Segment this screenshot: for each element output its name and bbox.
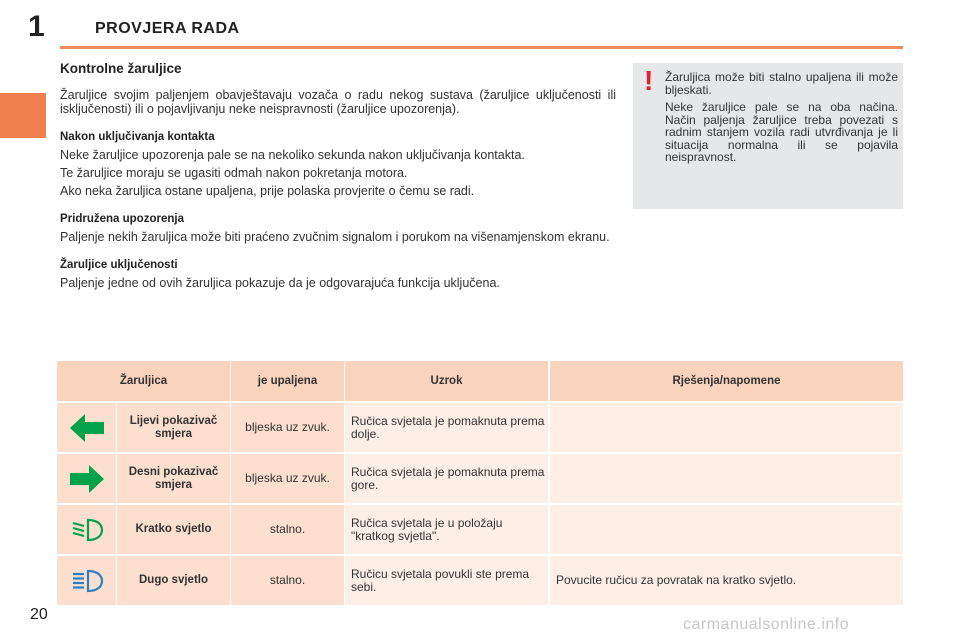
left-arrow-icon [69,413,105,443]
table-row [57,556,903,605]
lamp-name: Lijevi pokazivač smjera [117,403,230,452]
note-text [665,71,898,169]
lamp-icon-cell [57,556,116,605]
right-arrow-icon [69,464,105,494]
section-heading: Nakon uključivanja kontakta [60,131,215,143]
header-divider [60,46,903,49]
chapter-tab-marker [0,93,46,138]
section-title: Kontrolne žaruljice [60,61,182,76]
high-beam-icon [70,568,104,594]
section-heading: Žaruljice uključenosti [60,259,178,271]
lamp-lit: stalno. [231,505,344,554]
header-lamp: Žaruljica [57,361,230,401]
paragraph: Te žaruljice moraju se ugasiti odmah nakon pokretanja motora. [60,166,408,180]
table-header-row [57,361,903,401]
lamp-solution [550,454,903,503]
watermark-text: carmanualsonline.info [683,616,850,633]
exclamation-icon: ! [644,65,654,96]
section-associated-warnings [60,212,616,244]
warning-lamps-table [57,361,903,605]
table-row [57,403,903,452]
warning-note-box [633,63,903,209]
lamp-solution: Povucite ručicu za povratak na kratko svjetlo. [550,556,903,605]
paragraph: Paljenje jedne od ovih žaruljica pokazuje da je odgovarajuća funkcija uključena. [60,276,500,290]
section-status-lamps [60,258,616,290]
lamp-solution [550,403,903,452]
main-content [60,62,616,294]
lamp-name: Kratko svjetlo [117,505,230,554]
paragraph: Paljenje nekih žaruljica može biti praćeno zvučnim signalom i porukom na višenamjenskom ekranu. [60,230,610,244]
table-row [57,505,903,554]
header-solution: Rješenja/napomene [550,361,903,401]
lamp-lit: stalno. [231,556,344,605]
lamp-solution [550,505,903,554]
note-paragraph: Žaruljica može biti stalno upaljena ili može bljeskati. [665,70,898,97]
lamp-cause: Ručica svjetala je u položaju "kratkog svjetla". [345,505,548,554]
lamp-lit: bljeska uz zvuk. [231,403,344,452]
page-number: 20 [30,606,48,623]
lamp-name: Desni pokazivač smjera [117,454,230,503]
note-paragraph: Neke žaruljice pale se na oba načina. Način paljenja žaruljice treba povezati s radnim stanjem vozila radi utvrđivanja je li situacija normalna ili se pojavila neispravnost. [665,100,898,164]
lamp-icon-cell [57,505,116,554]
section-heading: Pridružena upozorenja [60,213,184,225]
lamp-icon-cell [57,454,116,503]
table-row [57,454,903,503]
header-cause: Uzrok [345,361,548,401]
lamp-icon-cell [57,403,116,452]
lamp-cause: Ručica svjetala je pomaknuta prema dolje. [345,403,548,452]
lamp-name: Dugo svjetlo [117,556,230,605]
chapter-number: 1 [28,10,45,43]
header-lit: je upaljena [231,361,344,401]
lamp-cause: Ručicu svjetala povukli ste prema sebi. [345,556,548,605]
intro-paragraph: Žaruljice svojim paljenjem obavještavaju vozača o radu nekog sustava (žaruljice uključenosti ili isključenosti) ili o pojavljivanju neke neispravnosti (žaruljice upozorenja). [60,88,616,116]
paragraph: Neke žaruljice upozorenja pale se na nekoliko sekunda nakon uključivanja kontakta. [60,148,525,162]
page-title: PROVJERA RADA [95,20,240,37]
lamp-cause: Ručica svjetala je pomaknuta prema gore. [345,454,548,503]
low-beam-icon [70,517,104,543]
lamp-lit: bljeska uz zvuk. [231,454,344,503]
section-after-ignition [60,130,616,198]
paragraph: Ako neka žaruljica ostane upaljena, prije polaska provjerite o čemu se radi. [60,184,475,198]
